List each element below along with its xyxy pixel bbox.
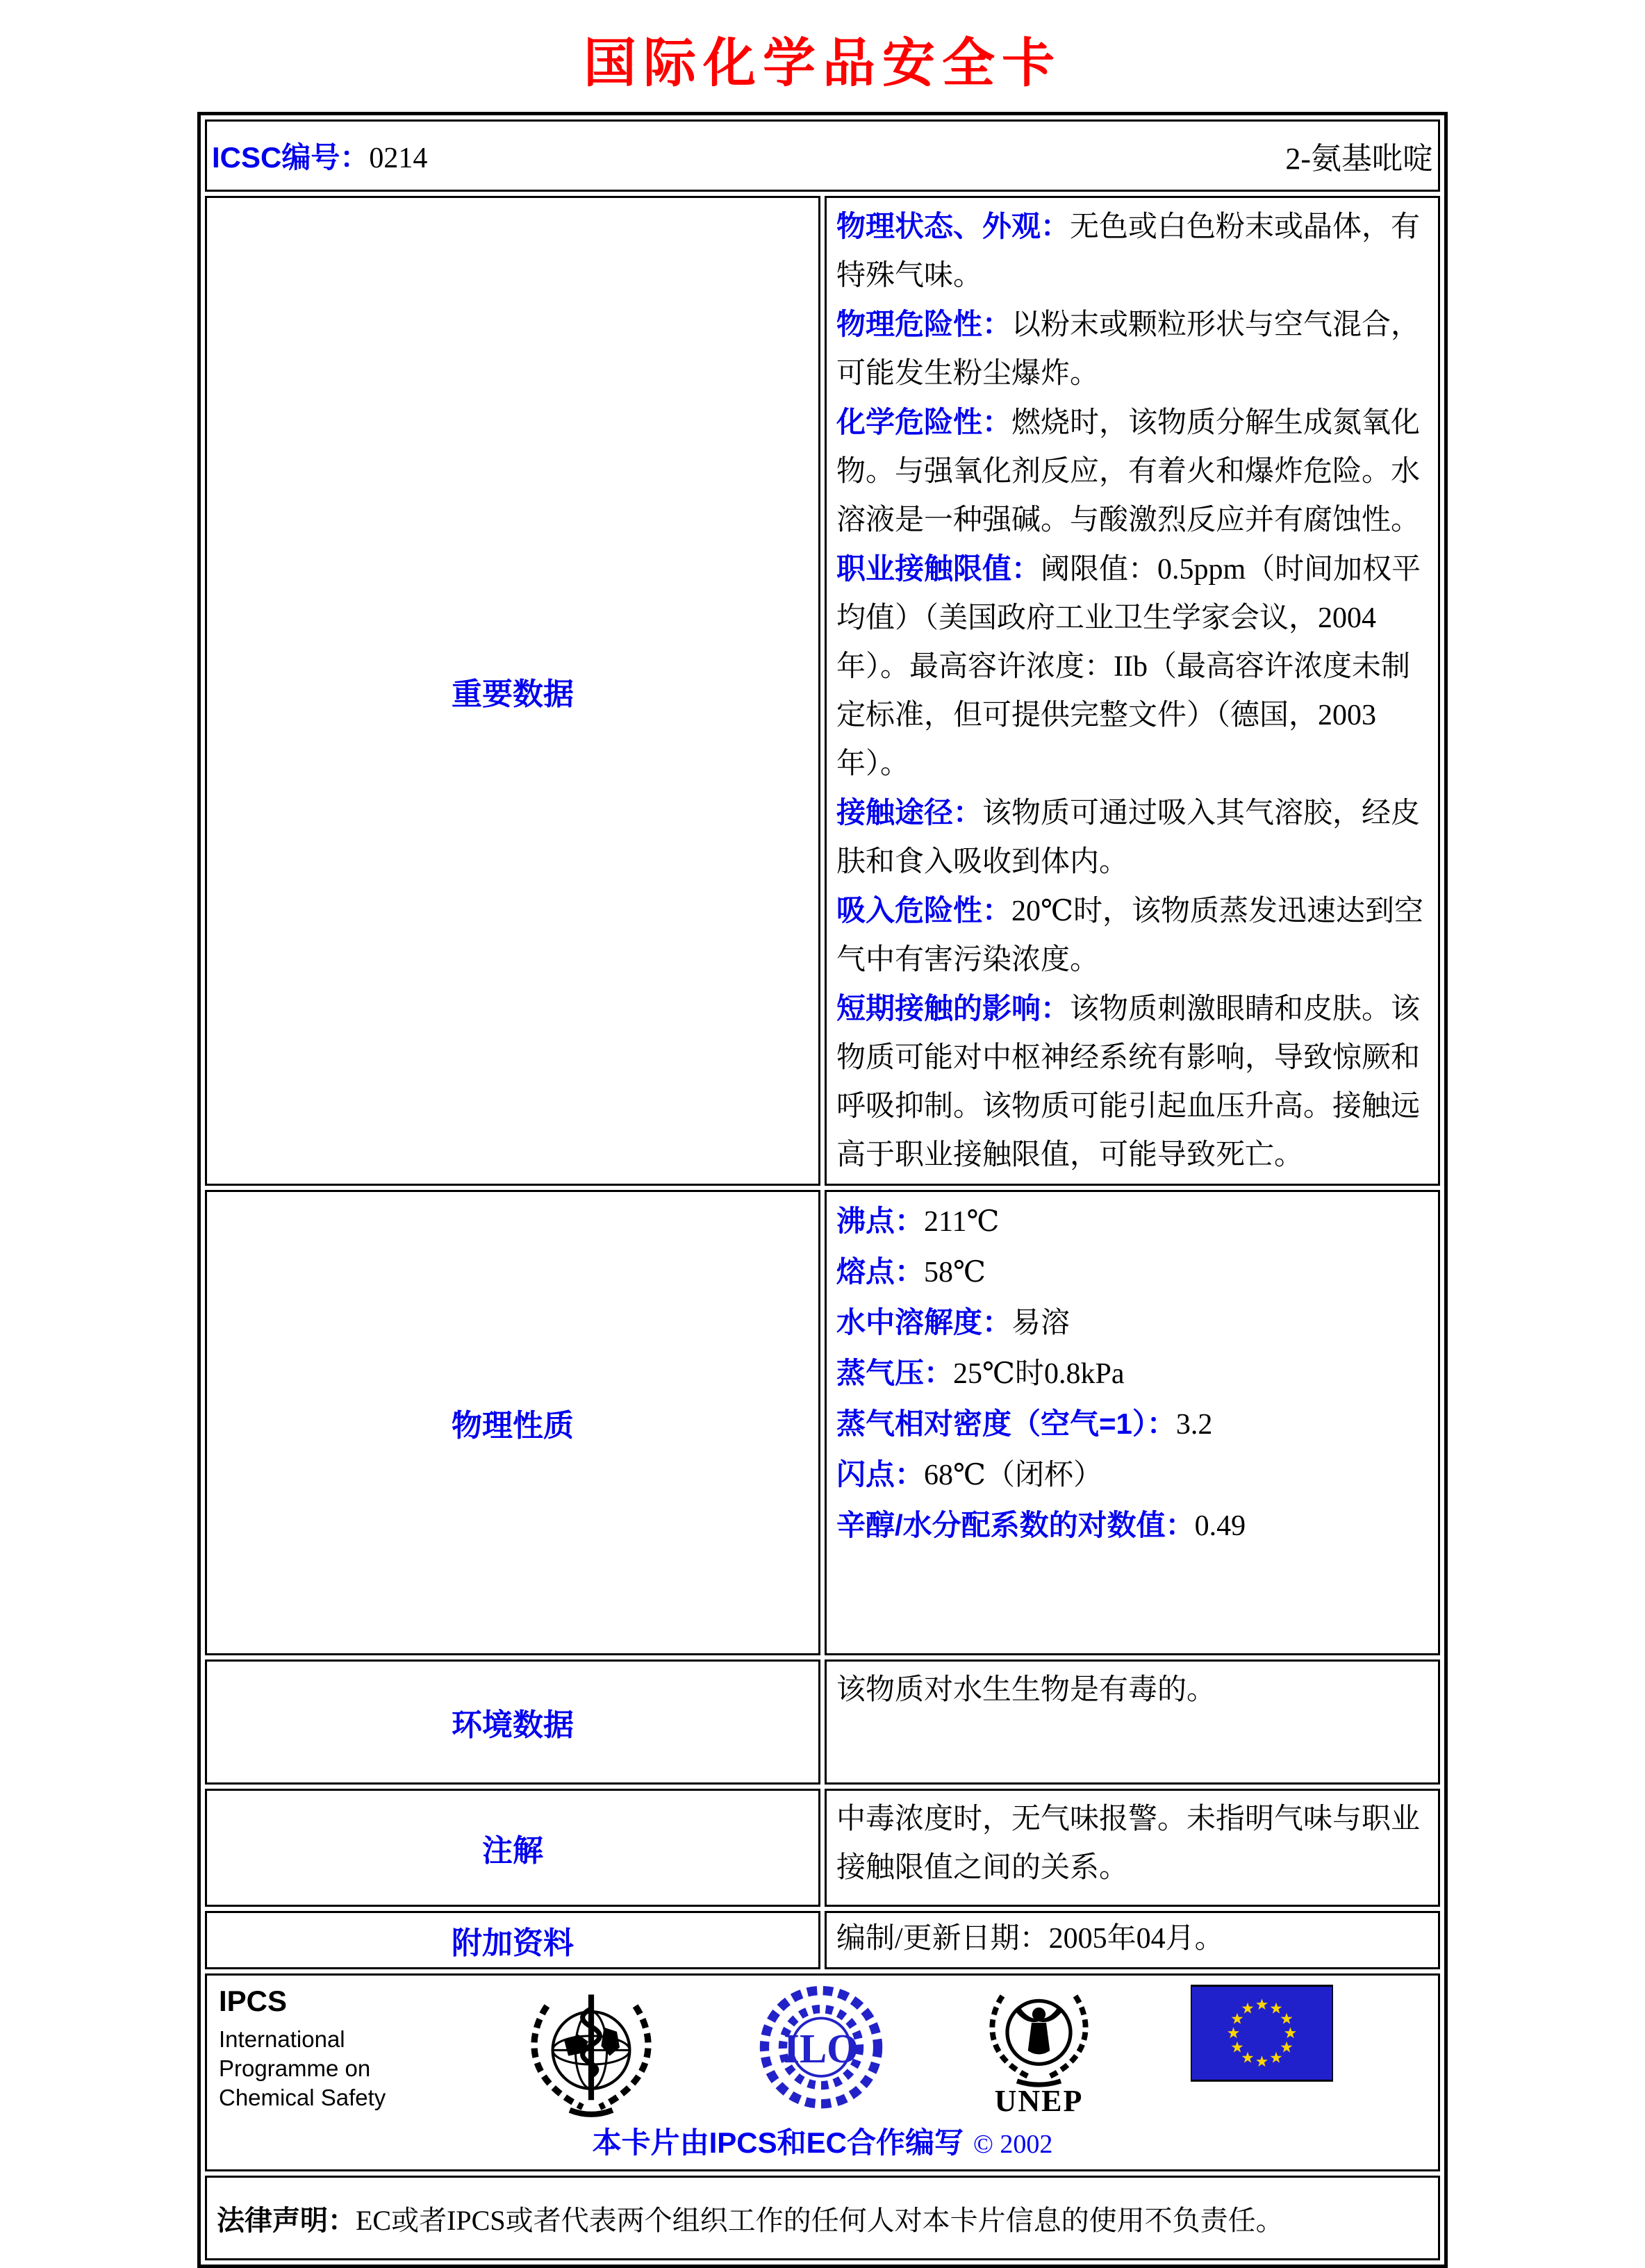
field-line: [836, 545, 1428, 788]
field-text: 易溶: [1011, 1307, 1071, 1339]
section-label-additional-info: 附加资料: [205, 1911, 820, 1969]
ipcs-text-block: [219, 1985, 427, 2112]
logos-row-cell: [205, 1973, 1440, 2171]
field-line: [836, 1348, 1428, 1399]
environmental-data-text: 该物质对水生生物是有毒的。: [836, 1674, 1216, 1706]
icsc-document-page: [0, 21, 1645, 2236]
field-line: International: [219, 2026, 345, 2052]
field-text: 68℃（闭杯）: [924, 1459, 1102, 1491]
legal-disclaimer-cell: [205, 2176, 1440, 2260]
important-data-field-list: [836, 202, 1428, 1179]
section-label-important-data: 重要数据: [205, 196, 820, 1186]
field-text: 燃烧时，该物质分解生成氮氧化物。与强氧化剂反应，有着火和爆炸危险。水溶液是一种强碱。与酸激烈反应并有腐蚀性。: [836, 407, 1421, 536]
field-text: 阈限值：0.5ppm（时间加权平均值）（美国政府工业卫生学家会议，2004年）。最高容许浓度：IIb（最高容许浓度未制定标准，但可提供完整文件）（德国，2003年）。: [836, 554, 1421, 780]
field-text: 20℃时，该物质蒸发迅速达到空气中有害污染浓度。: [836, 895, 1423, 976]
chemical-name: 2-氨基吡啶: [1285, 142, 1433, 176]
field-line: [836, 202, 1428, 300]
field-text: 0.49: [1194, 1510, 1246, 1542]
header-row: [208, 122, 1437, 189]
field-label: 化学危险性：: [836, 406, 1012, 438]
field-label: 吸入危险性：: [836, 894, 1012, 927]
field-label: 蒸气压：: [836, 1357, 954, 1389]
update-date-label: 编制/更新日期：: [836, 1923, 1049, 1955]
field-text: 无色或白色粉末或晶体，有特殊气味。: [836, 211, 1421, 292]
field-line: Programme on: [219, 2055, 371, 2081]
field-text: 211℃: [924, 1206, 1000, 1238]
field-line: [836, 984, 1428, 1179]
field-text: 25℃时0.8kPa: [953, 1358, 1125, 1390]
field-text: 58℃: [924, 1257, 986, 1289]
section-label-environmental-data: 环境数据: [205, 1659, 820, 1785]
field-label: 短期接触的影响：: [836, 992, 1071, 1025]
section-label-physical-properties: 物理性质: [205, 1190, 820, 1655]
update-date-value: 2005年04月。: [1048, 1923, 1224, 1955]
copyright-year: © 2002: [973, 2130, 1053, 2159]
icsc-number-label: ICSC编号：: [212, 141, 370, 174]
field-label: 熔点：: [836, 1255, 925, 1288]
field-line: [836, 398, 1428, 545]
header-row-cell: [205, 119, 1440, 192]
logos-wrap: [208, 1976, 1437, 2169]
field-text: 该物质可通过吸入其气溶胶，经皮肤和食入吸收到体内。: [836, 797, 1421, 878]
icsc-number-value: 0214: [369, 142, 428, 174]
field-label: 闪点：: [836, 1458, 925, 1491]
unep-logo-icon: [978, 1985, 1100, 2119]
section-content-notes: [825, 1789, 1440, 1907]
field-label: 蒸气相对密度（空气=1）：: [836, 1407, 1176, 1440]
ilo-logo-letters: ILO: [784, 2026, 859, 2071]
legal-disclaimer-text: EC或者IPCS或者代表两个组织工作的任何人对本卡片信息的使用不负责任。: [356, 2204, 1284, 2236]
section-content-environmental-data: [825, 1659, 1440, 1785]
field-label: 职业接触限值：: [836, 552, 1041, 585]
field-text: 该物质刺激眼睛和皮肤。该物质可能对中枢神经系统有影响，导致惊厥和呼吸抑制。该物质可能引起血压升高。接触远高于职业接触限值，可能导致死亡。: [836, 993, 1421, 1171]
section-content-additional-info: [825, 1911, 1440, 1969]
field-line: [836, 1196, 1428, 1247]
field-line: [836, 1399, 1428, 1450]
field-line: Chemical Safety: [219, 2085, 386, 2110]
section-content-physical-properties: [825, 1190, 1440, 1655]
field-text: 以粉末或颗粒形状与空气混合，可能发生粉尘爆炸。: [836, 309, 1421, 390]
logos-row: [215, 1982, 1430, 2120]
field-line: [836, 886, 1428, 984]
cooperation-caption-row: [215, 2120, 1430, 2164]
cooperation-caption: 本卡片由IPCS和EC合作编写: [592, 2126, 964, 2159]
field-text: 3.2: [1175, 1409, 1213, 1441]
field-line: [836, 788, 1428, 886]
field-label: 接触途径：: [836, 796, 983, 829]
field-line: [836, 1450, 1428, 1500]
legal-disclaimer-label: 法律声明：: [217, 2205, 356, 2236]
field-label: 物理状态、外观：: [836, 210, 1071, 242]
notes-text: 中毒浓度时，无气味报警。未指明气味与职业接触限值之间的关系。: [836, 1803, 1421, 1884]
field-label: 水中溶解度：: [836, 1306, 1012, 1339]
physical-properties-field-list: [836, 1196, 1428, 1551]
field-line: [836, 300, 1428, 398]
icsc-card-table: [197, 112, 1448, 2268]
field-label: 沸点：: [836, 1205, 925, 1237]
icsc-number-group: [212, 135, 427, 176]
section-label-notes: 注解: [205, 1789, 820, 1907]
who-logo-icon: [518, 1985, 664, 2120]
field-line: [836, 1298, 1428, 1348]
field-label: 辛醇/水分配系数的对数值：: [836, 1509, 1195, 1541]
ipcs-subtitle-lines: [219, 2025, 427, 2112]
field-line: [836, 1500, 1428, 1551]
field-label: 物理危险性：: [836, 308, 1012, 340]
ipcs-acronym: IPCS: [219, 1985, 288, 2017]
section-content-important-data: [825, 196, 1440, 1186]
page-title: 国际化学品安全卡: [584, 32, 1061, 94]
field-line: [836, 1247, 1428, 1298]
eu-flag-icon: [1191, 1985, 1333, 2082]
unep-logo-label: UNEP: [994, 2084, 1084, 2118]
ilo-logo-icon: [755, 1985, 887, 2113]
